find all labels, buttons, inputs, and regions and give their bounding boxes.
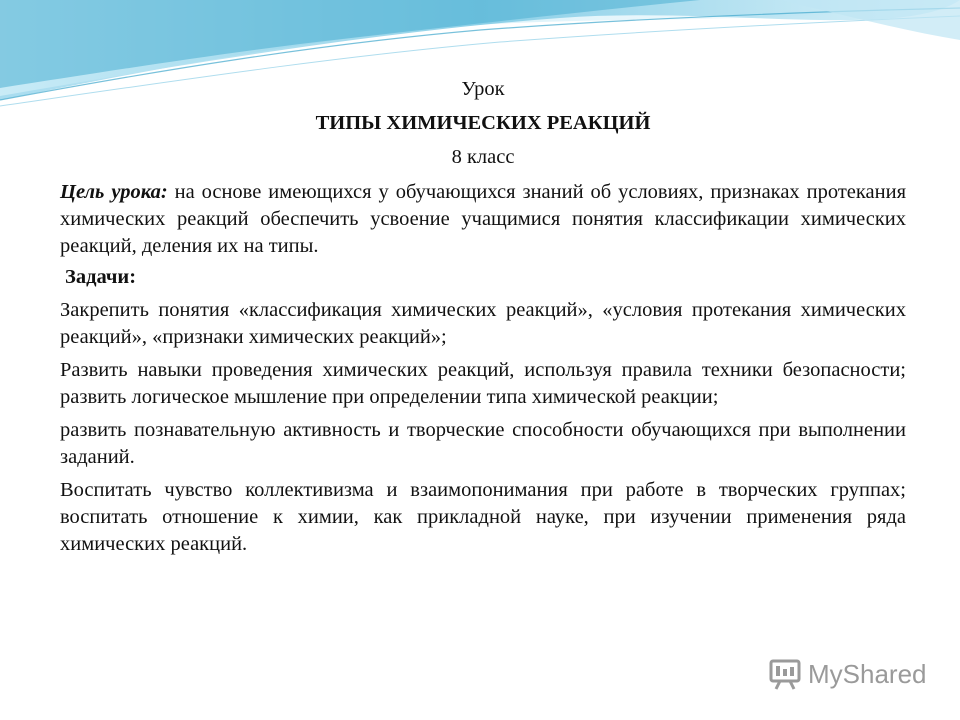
task-item-3: развить познавательную активность и творческие способности обучающихся при выполнении заданий. [60,419,906,468]
task-item-2: Развить навыки проведения химических реакций, используя правила техники безопасности; развить логическое мышление при определении типа химической реакции; [60,359,906,408]
goal-paragraph [60,179,906,260]
task-item-4: Воспитать чувство коллективизма и взаимопонимания при работе в творческих группах; воспитать отношение к химии, как прикладной науке, при изучении применения ряда химических реакций. [60,479,906,555]
task-item-1: Закрепить понятия «классификация химических реакций», «условия протекания химических реакций», «признаки химических реакций»; [60,299,906,348]
grade-label: 8 класс [451,146,515,168]
myshared-watermark [768,654,927,694]
lesson-label: Урок [461,78,505,100]
tasks-heading: Задачи: [65,266,137,288]
lesson-plan-text [60,76,906,564]
goal-label: Цель урока: [60,181,168,203]
goal-text: на основе имеющихся у обучающихся знаний об условиях, признаках протекания химических реакций обеспечить усвоение учащимися понятия классификации химических реакций, деления их на типы. [60,181,906,257]
presentation-board-icon [768,657,802,691]
watermark-text: MyShared [808,658,927,689]
lesson-title: ТИПЫ ХИМИЧЕСКИХ РЕАКЦИЙ [315,112,651,134]
